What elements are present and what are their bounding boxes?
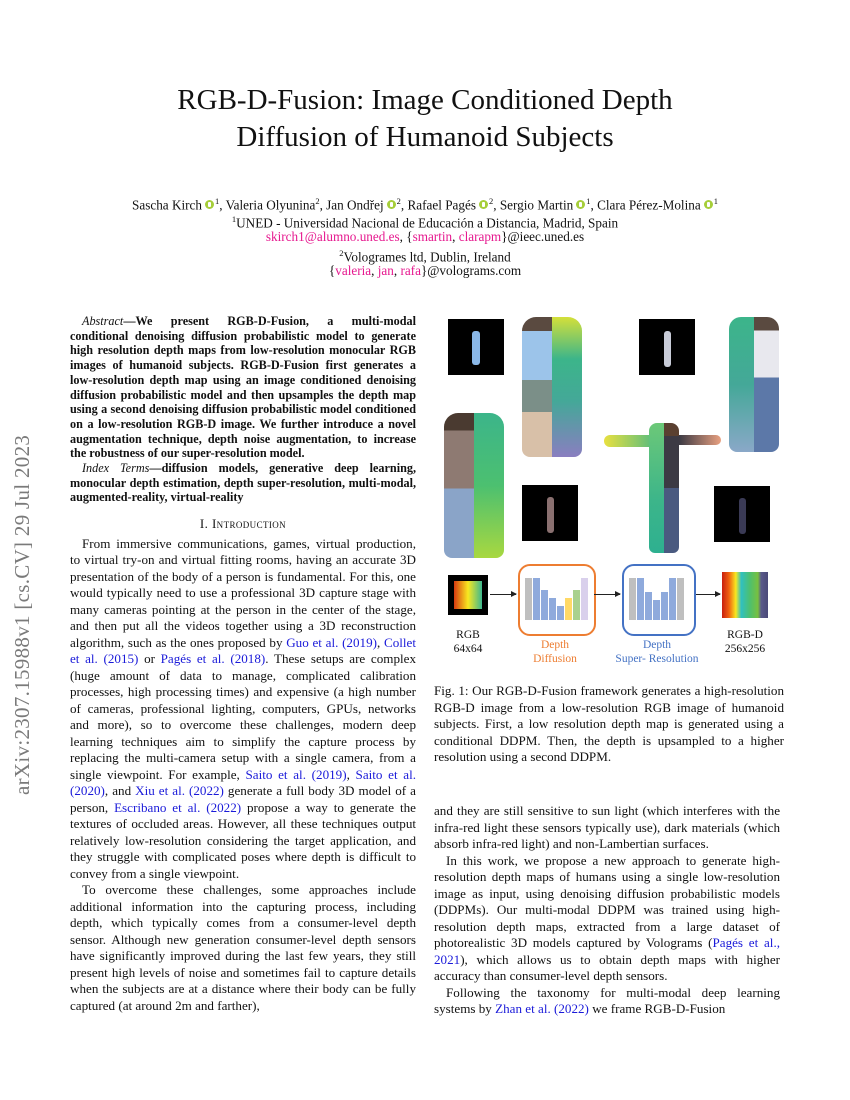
affiliation-2: $^2$Vologrames ltd, Dublin, Ireland	[339, 248, 511, 265]
person-rgbd-render	[604, 423, 724, 553]
right-column	[434, 803, 780, 1018]
author: Sascha Kirch	[132, 197, 202, 213]
depth-diffusion-label: Depth Diffusion	[533, 639, 577, 665]
email-link[interactable]: clarapm	[458, 229, 502, 244]
citation-link[interactable]: Collet et al. (2015)	[70, 634, 416, 667]
citation-link[interactable]: Pagés et al., 2021	[434, 935, 780, 967]
email-link[interactable]: jan	[377, 263, 394, 278]
title-line-2: Diffusion of Humanoid Subjects	[236, 121, 614, 153]
author: Rafael Pagés	[407, 197, 476, 213]
figure-1	[434, 305, 784, 680]
arrow-icon	[696, 594, 720, 595]
orcid-icon[interactable]	[205, 200, 214, 209]
section-heading: I. Introduction	[199, 516, 287, 532]
person-rgbd-render	[729, 317, 779, 452]
author: Jan Ondřej	[326, 197, 384, 213]
affiliation-2-emails: {valeria, jan, rafa}@volograms.com	[328, 263, 522, 278]
paragraph: and they are still sensitive to sun light (which interferes with the infra-red light these sensors typically use), dark materials (which absorb infra-red light) and non-Lambertian surfaces.	[434, 803, 780, 851]
depth-super-resolution-block	[622, 564, 696, 636]
arrow-icon	[490, 594, 516, 595]
paragraph: In this work, we propose a new approach to generate high-resolution depth maps of humans using a single low-resolution image as input, using denoising diffusion probabilistic models (DDPMs). Our multi-modal DDPM was trained using high-resolution depth maps, extracted from a large dataset of photorealistic 3D models captured by Volograms (Pagés et al., 2021), which allows us to obtain depth maps with higher accuracy than consumer-level depth sensors.	[434, 852, 780, 983]
orcid-icon[interactable]	[387, 200, 396, 209]
rgb-label: RGB 64x64	[453, 629, 483, 655]
citation-link[interactable]: Saito et al. (2020)	[70, 766, 417, 799]
rgbd-label: RGB-D 256x256	[724, 629, 766, 655]
abstract-label: Abstract	[82, 314, 124, 328]
author: Valeria Olyunina	[225, 197, 316, 213]
citation-link[interactable]: Zhan et al. (2022)	[495, 1001, 589, 1016]
depth-super-resolution-label: Depth Super- Resolution	[615, 639, 699, 665]
affiliation-1-emails: skirch1@alumno.uned.es, {smartin, clarapm}@ieec.uned.es	[265, 229, 585, 244]
author: Clara Pérez-Molina	[597, 197, 701, 213]
email-link[interactable]: valeria	[335, 263, 372, 278]
left-column	[70, 314, 416, 1014]
abstract: Abstract—We present RGB-D-Fusion, a multi-modal conditional denoising diffusion probabilistic model to generate high resolution depth maps from low-resolution monocular RGB images of humanoid subjects. RGB-D-Fusion first generates a low-resolution depth map using an image conditioned denoising diffusion probabilistic model and then upsamples the depth map using a second denoising diffusion probabilistic model conditioned on a low-resolution RGB-D image. We further introduce a novel augmentation technique, depth noise augmentation, to increase the robustness of our super-resolution model. Index Terms—diffusion models, generative deep learning, monocular depth estimation, depth super-resolution, multi-modal, augmented-reality, virtual-reality	[70, 314, 416, 505]
person-rgbd-render	[444, 413, 504, 558]
arxiv-side-stamp: arXiv:2307.15988v1 [cs.CV] 29 Jul 2023	[10, 434, 34, 795]
intro-paragraph-2: To overcome these challenges, some approaches include additional information into the capturing process, including depth, which typically comes from a consumer-level depth sensor. Although new generation consumer-level depth sensors have significantly improved during the last few years, they still present high levels of noise and sometimes fail to capture details when the subjects are at a distance where their body can be fully captured (at around 2m and farther),	[70, 882, 416, 1013]
email-link[interactable]: skirch1@alumno.uned.es	[265, 229, 400, 244]
citation-link[interactable]: Escribano et al. (2022)	[114, 799, 242, 815]
index-terms: Index Terms—diffusion models, generative deep learning, monocular depth estimation, depth super-resolution, multi-modal, augmented-reality, virtual-reality	[70, 461, 416, 505]
email-link[interactable]: smartin	[412, 229, 453, 244]
orcid-icon[interactable]	[576, 200, 585, 209]
arrow-icon	[594, 594, 620, 595]
citation-link[interactable]: Saito et al. (2019)	[245, 766, 347, 782]
affiliation-1: $^1$UNED - Universidad Nacional de Educación a Distancia, Madrid, Spain	[231, 214, 619, 231]
paragraph: Following the taxonomy for multi-modal deep learning systems by Zhan et al. (2022) we frame RGB-D-Fusion	[434, 984, 780, 1016]
orcid-icon[interactable]	[704, 200, 713, 209]
intro-paragraph-1: From immersive communications, games, virtual production, to virtual try-on and virtual fitting rooms, having an accurate 3D presentation of the body of a person is fundamental. For this, one would typically need to use a professional 3D capture stage with many cameras pointing at the person in the center of the stage, and then put all the videos together using a 3D reconstruction algorithm, such as the ones proposed by Guo et al. (2019), Collet et al. (2015) or Pagés et al. (2018). These setups are complex (huge amount of data to manage, complicated calibration processes, high processing times) and expensive (a high number of cameras, professional lighting, computers, GPUs, networks and more), so to overcome these challenges, modern deep learning techniques aim to simplify the capture process by replacing the multi-camera setup with a single camera, from a single viewpoint. For example, Saito et al. (2019), Saito et al. (2020), and Xiu et al. (2022) generate a full body 3D model of a person, Escribano et al. (2022) propose a way to generate the textures of occluded areas. However, all these techniques output relatively low-resolution considering the target application, and they struggle with complicated poses where depth is difficult to convey from a single viewpoint.	[70, 535, 417, 881]
orcid-icon[interactable]	[479, 200, 488, 209]
author-list: Sascha Kirch $^1$, Valeria Olyunina$^2$, Jan Ondřej $^2$, Rafael Pagés $^2$, Sergio Martin $^1$, Clara Pérez-Molina $^1$	[132, 196, 718, 213]
email-link[interactable]: rafa	[400, 263, 421, 278]
title-line-1: RGB-D-Fusion: Image Conditioned Depth	[177, 84, 673, 116]
figure-caption: Fig. 1: Our RGB-D-Fusion framework generates a high-resolution RGB-D image from a low-resolution RGB image of humanoid subjects. First, a low resolution depth map is generated using a conditional DDPM. Then, the depth is upsampled to a higher resolution using a second DDPM.	[434, 683, 784, 764]
person-rgbd-render	[522, 317, 582, 457]
author: Sergio Martin	[499, 197, 574, 213]
rgb-thumbnail	[448, 319, 504, 375]
citation-link[interactable]: Guo et al. (2019)	[286, 634, 377, 650]
depth-diffusion-block	[518, 564, 596, 636]
rgbd-output-image	[722, 572, 768, 618]
citation-link[interactable]: Pagés et al. (2018)	[160, 651, 266, 667]
rgb-thumbnail	[639, 319, 695, 375]
paper-title	[0, 82, 850, 156]
citation-link[interactable]: Xiu et al. (2022)	[135, 783, 224, 799]
rgb-input-image	[448, 575, 488, 615]
rgb-thumbnail	[522, 485, 578, 541]
